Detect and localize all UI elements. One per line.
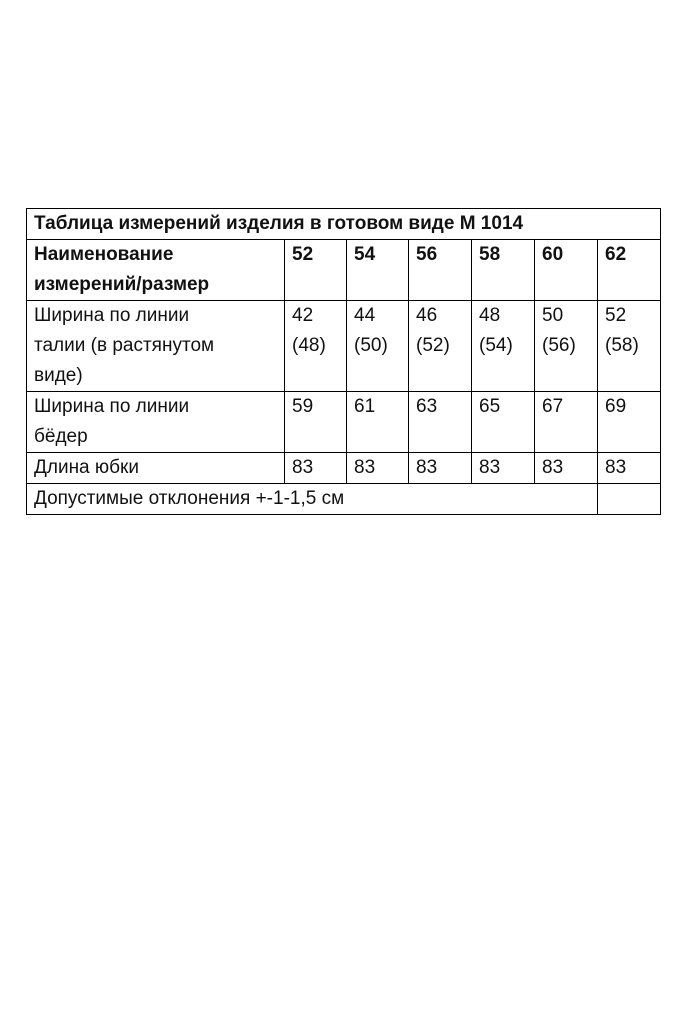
table-cell: 63 (409, 392, 472, 453)
size-header-54: 54 (347, 240, 409, 301)
size-header-62: 62 (598, 240, 661, 301)
tolerance-note: Допустимые отклонения +-1-1,5 см (27, 484, 598, 515)
table-cell: 67 (535, 392, 598, 453)
table-title: Таблица измерений изделия в готовом виде М 1014 (27, 209, 661, 240)
table-cell: 69 (598, 392, 661, 453)
table-cell: 50 (56) (535, 301, 598, 392)
empty-cell (598, 484, 661, 515)
table-cell: 42 (48) (285, 301, 347, 392)
header-label: Наименование измерений/размер (27, 240, 285, 301)
measurement-table (26, 208, 661, 515)
table-cell: 48 (54) (472, 301, 535, 392)
size-header-58: 58 (472, 240, 535, 301)
size-header-52: 52 (285, 240, 347, 301)
table-cell: 65 (472, 392, 535, 453)
footer-row (27, 484, 661, 515)
title-row (27, 209, 661, 240)
table-cell: 83 (535, 453, 598, 484)
table-cell: 83 (285, 453, 347, 484)
table-cell: 46 (52) (409, 301, 472, 392)
table-cell: 83 (598, 453, 661, 484)
table-row (27, 301, 661, 392)
size-header-56: 56 (409, 240, 472, 301)
row-label-waist: Ширина по линии талии (в растянутом виде) (27, 301, 285, 392)
table-cell: 83 (409, 453, 472, 484)
table-cell: 83 (472, 453, 535, 484)
table-row (27, 453, 661, 484)
table-cell: 52 (58) (598, 301, 661, 392)
size-header-60: 60 (535, 240, 598, 301)
header-row (27, 240, 661, 301)
table-cell: 44 (50) (347, 301, 409, 392)
row-label-hips: Ширина по линии бёдер (27, 392, 285, 453)
table-cell: 83 (347, 453, 409, 484)
row-label-skirt-length: Длина юбки (27, 453, 285, 484)
table-cell: 61 (347, 392, 409, 453)
table-row (27, 392, 661, 453)
table-cell: 59 (285, 392, 347, 453)
